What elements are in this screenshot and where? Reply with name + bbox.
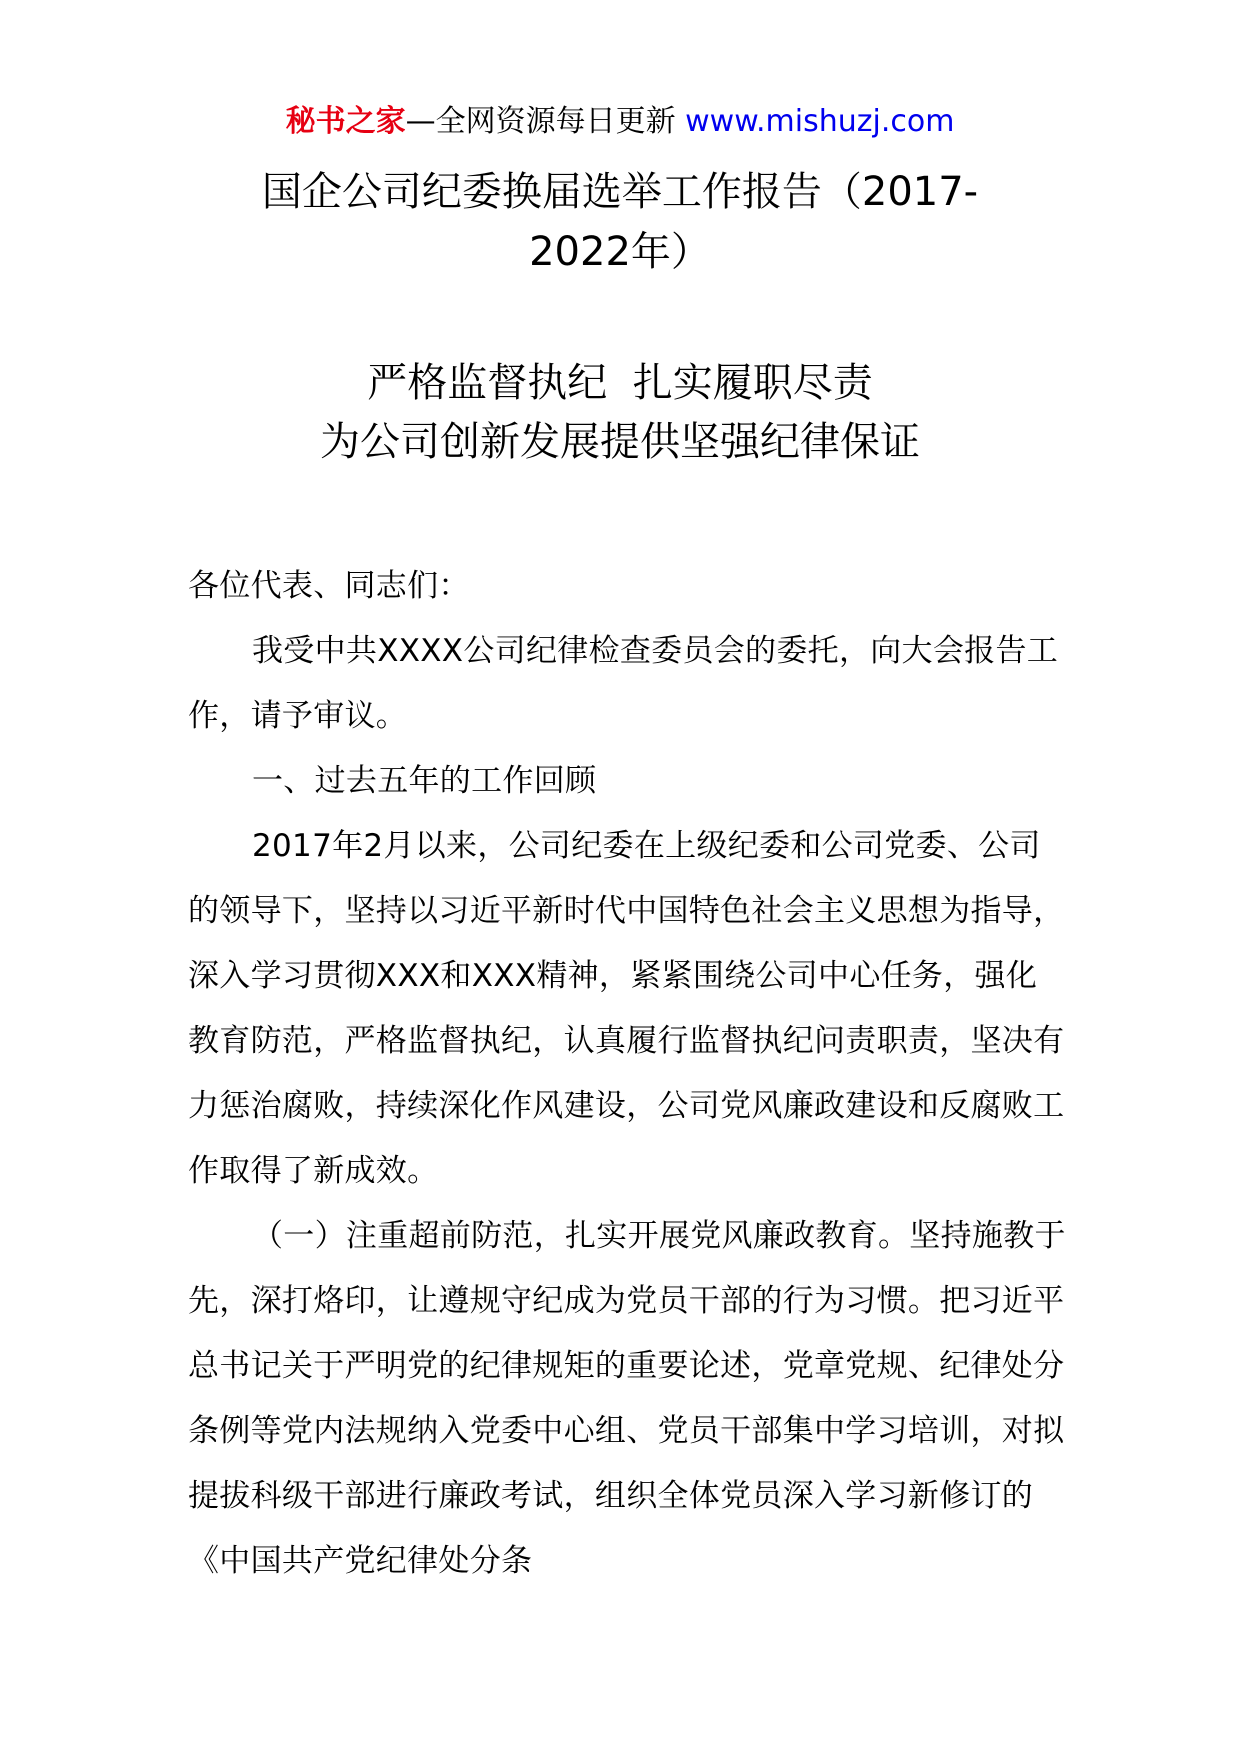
body-paragraph: 我受中共XXXX公司纪律检查委员会的委托，向大会报告工作，请予审议。 [188,633,1059,734]
body-paragraph: （一）注重超前防范，扎实开展党风廉政教育。坚持施教于先，深打烙印，让遵规守纪成为党员干部的行为习惯。把习近平总书记关于严明党的纪律规矩的重要论述，党章党规、纪律处分条例等党内法规纳入党委中心组、党员干部集中学习培训，对拟提拔科级干部进行廉政考试，组织全体党员深入学习新修订的《中国共产党纪律处分条 [188,1218,1066,1579]
document-body [188,554,1068,1594]
salutation: 各位代表、同志们： [188,568,470,604]
document-title [150,162,1090,282]
watermark-header [0,100,1240,144]
document-subtitle-line-1: 严格监督执纪 扎实履职尽责 [367,360,873,406]
document-subtitle [120,354,1120,472]
document-title-line-1: 国企公司纪委换届选举工作报告（2017- [261,169,979,215]
site-url-link[interactable]: www.mishuzj.com [685,104,955,139]
header-slogan: —全网资源每日更新 [405,104,686,139]
document-subtitle-line-2: 为公司创新发展提供坚强纪律保证 [320,419,920,465]
brand-name: 秘书之家 [285,104,406,139]
section-heading: 一、过去五年的工作回顾 [252,763,597,799]
document-title-line-2: 2022年） [529,229,711,275]
body-paragraph: 2017年2月以来，公司纪委在上级纪委和公司党委、公司的领导下，坚持以习近平新时代中国特色社会主义思想为指导，深入学习贯彻XXX和XXX精神，紧紧围绕公司中心任务，强化教育防范，严格监督执纪，认真履行监督执纪问责职责，坚决有力惩治腐败，持续深化作风建设，公司党风廉政建设和反腐败工作取得了新成效。 [188,828,1065,1189]
